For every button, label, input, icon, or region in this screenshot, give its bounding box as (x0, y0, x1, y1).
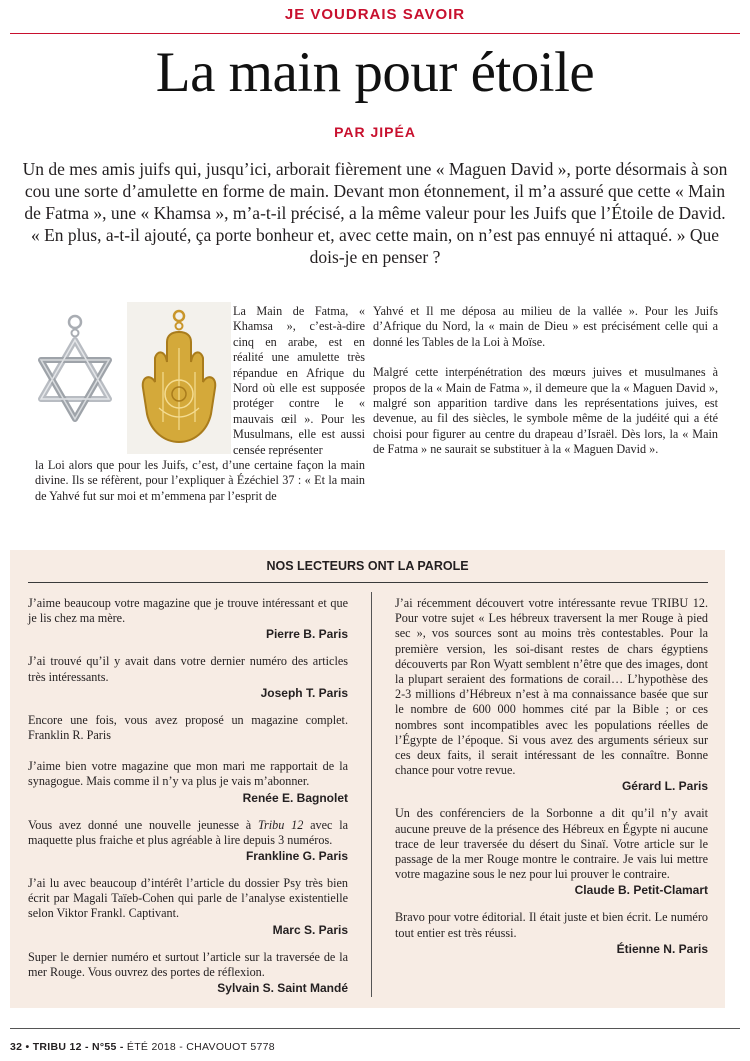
article-text-b: la Loi alors que pour les Juifs, c’est, d’une certaine façon la main divine. Ils se réfèrent, pour l’expliquer à Ézéchiel 37 : « Et la main de Yahvé fut sur moi et m’emmena par l’esprit de (35, 458, 365, 503)
reader-signature: Claude B. Petit-Clamart (574, 883, 708, 898)
kicker-rule (10, 33, 740, 34)
reader-signature: Joseph T. Paris (260, 685, 348, 700)
readers-panel (10, 550, 725, 1008)
readers-right-column (395, 596, 708, 969)
article-paragraph-2: Malgré cette interpénétration des mœurs juives et musulmanes à propos de la « Main de Fatma », il demeure que la « Maguen David », malgré son apparition tardive dans les représentations juives, est devenue, au fil des siècles, le symbole même de la judéité qui a été choisi pour figurer au centre du drapeau d’Israël. Dès lors, la « Main de Fatma » ne saurait se substituer à la « Maguen David ». (373, 365, 718, 457)
pendants-illustration (35, 302, 231, 454)
article-title: La main pour étoile (155, 41, 595, 104)
article-column-right (373, 304, 718, 458)
intro-question: Un de mes amis juifs qui, jusqu’ici, arborait fièrement une « Maguen David », porte désormais à son cou une sorte d’amulette en forme de main. Devant mon étonnement, il m’a assuré que cette « Main de Fatma », une « Khamsa », m’a-t-il précisé, a la même valeur pour les Juifs que l’Étoile de David. « En plus, a-t-il ajouté, ça porte bonheur et, avec cette main, on n’est pas ennuyé ni attaqué. » Que dois-je en penser ? (22, 159, 728, 267)
hamsa-pendant-icon (127, 302, 231, 454)
article-column-a (233, 304, 365, 458)
star-of-david-pendant-icon (41, 316, 109, 419)
reader-letter: J’ai lu avec beaucoup d’intérêt l’article du dossier Psy très bien écrit par Magali Taïeb-Cohen qui parle de l’analyse existentielle selon Viktor Frankl. Captivant. Marc S. Paris (28, 876, 348, 937)
reader-letter: J’aime bien votre magazine que mon mari me rapportait de la synagogue. Mais comme il n’y va plus je vais m’abonner. Renée E. Bagnolet (28, 759, 348, 805)
readers-column-divider (371, 592, 372, 997)
reader-letter: Un des conférenciers de la Sorbonne a dit qu’il n’y avait aucune preuve de la présence des Hébreux en Égypte ni aucune trace de leur traversée du désert du Sinaï. Votre article sur le passage de la mer Rouge montre le contraire. Je vais lui mettre votre magazine sous le nez pour lui prouver le contraire. Claude B. Petit-Clamart (395, 806, 708, 898)
reader-signature: Marc S. Paris (272, 922, 348, 937)
section-kicker: JE VOUDRAIS SAVOIR (284, 6, 466, 23)
page-footer (10, 1041, 275, 1053)
reader-signature: Gérard L. Paris (621, 779, 708, 794)
reader-letter: Encore une fois, vous avez proposé un magazine complet. Franklin R. Paris (28, 712, 348, 743)
reader-letter: Bravo pour votre éditorial. Il était juste et bien écrit. Le numéro tout entier est très réussi. Étienne N. Paris (395, 910, 708, 956)
footer-magazine: TRIBU 12 - N°55 - (32, 1041, 124, 1053)
reader-letter: J’ai récemment découvert votre intéressante revue TRIBU 12. Pour votre sujet « Les hébreux traversent la mer Rouge à pied sec », vos sources sont au moins très contestables. Pour la première version, les soi-disant restes de chars égyptiens découverts par Ron Wyatt semblent n’être que des images, dont la plupart seraient des formations de corail… L’hypothèse des 2-3 millions d’Hébreux n’est à ma connaissance basée que sur le nombre de 600 000 hommes cité par la Bible ; or ces nombres sont incompatibles avec les populations réelles de l’Égypte de l’époque. Si vous avez des arguments sérieux sur ces deux faits, il serait intéressant de les connaître. Bonne chance pour votre revue. Gérard L. Paris (395, 596, 708, 794)
reader-signature: Renée E. Bagnolet (242, 790, 348, 805)
reader-letter: Super le dernier numéro et surtout l’article sur la traversée de la mer Rouge. Vous ouvrez des portes de réflexion. Sylvain S. Saint Mandé (28, 949, 348, 996)
readers-title-rule (28, 582, 708, 583)
reader-letter: J’ai trouvé qu’il y avait dans votre dernier numéro des articles très intéressants. Joseph T. Paris (28, 654, 348, 700)
reader-letter: Vous avez donné une nouvelle jeunesse à Tribu 12 avec la maquette plus fraiche et plus agréable à lire depuis 3 numéros. Frankline G. Paris (28, 817, 349, 864)
readers-title: NOS LECTEURS ONT LA PAROLE (266, 559, 469, 573)
reader-letter: J’aime beaucoup votre magazine que je trouve intéressant et que je lis chez ma mère. Pierre B. Paris (28, 596, 348, 642)
reader-signature: Étienne N. Paris (616, 941, 708, 956)
reader-signature: Sylvain S. Saint Mandé (217, 981, 348, 996)
page-number: 32 (10, 1041, 23, 1053)
footer-rule (10, 1028, 740, 1029)
footer-bullet: • (25, 1041, 30, 1053)
byline: PAR JIPÉA (334, 124, 416, 140)
article-paragraph-1: Yahvé et Il me déposa au milieu de la vallée ». Pour les Juifs d’Afrique du Nord, la « main de Dieu » est précisément celle qui a donné les Tables de la Loi à Moïse. (373, 304, 718, 349)
footer-issue: ÉTÉ 2018 - CHAVOUOT 5778 (126, 1041, 275, 1053)
reader-signature: Frankline G. Paris (245, 849, 348, 864)
reader-signature: Pierre B. Paris (265, 627, 348, 642)
readers-left-column (28, 596, 348, 1008)
magazine-name: Tribu 12 (257, 817, 304, 832)
article-text-a: La Main de Fatma, « Khamsa », c’est-à-dire cinq en arabe, est en réalité une amulette très répandue en Afrique du Nord où elle est supposée protéger contre le « mauvais œil ». Pour les Musulmans, elle est aussi censée représenter (233, 304, 365, 457)
